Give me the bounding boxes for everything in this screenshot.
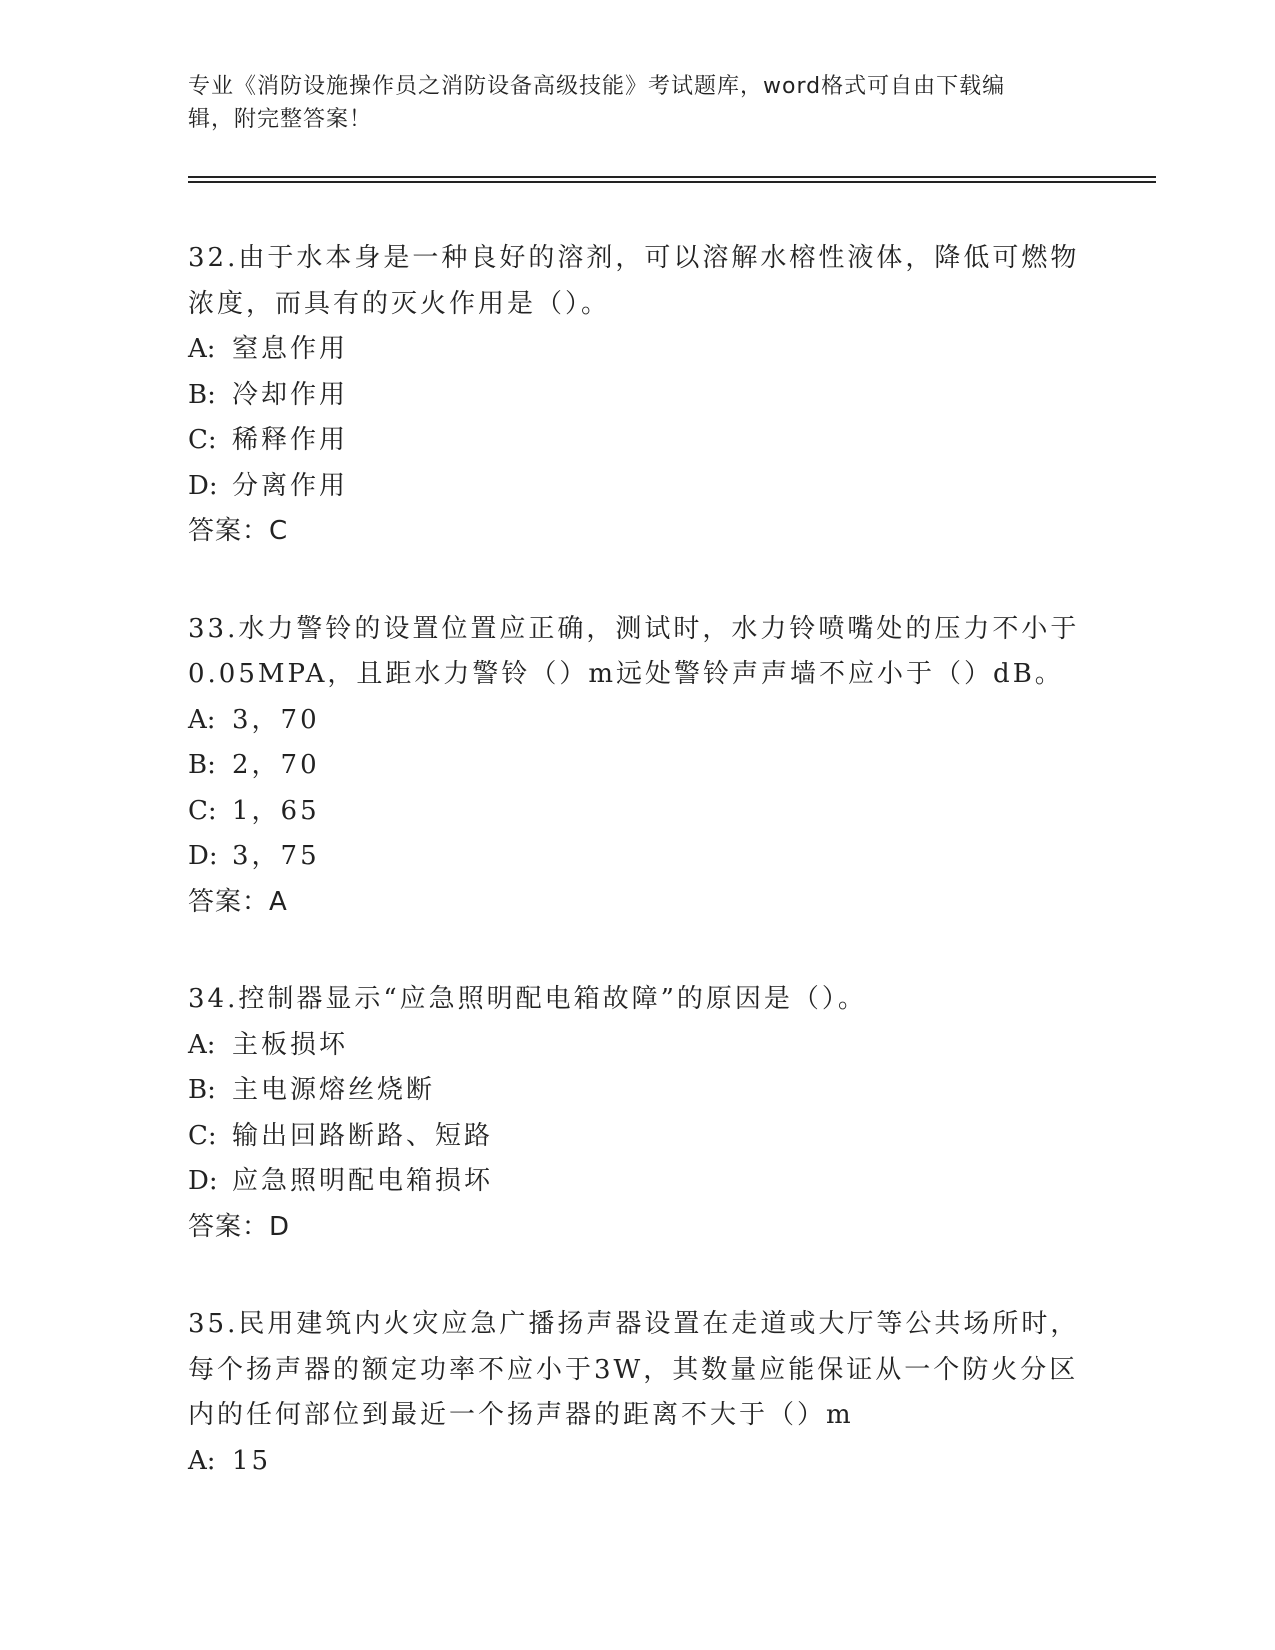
option-text: 应急照明配电箱损坏 <box>232 1166 494 1196</box>
answer-key: 答案：C <box>188 516 289 546</box>
option-letter: A: <box>188 334 216 364</box>
option-letter: D: <box>188 1166 218 1196</box>
option-text: 2，70 <box>232 750 320 780</box>
question-block <box>188 236 1088 555</box>
question-block <box>188 1302 1088 1484</box>
option-letter: B: <box>188 1075 216 1105</box>
answer-option <box>188 1068 1088 1114</box>
answer-option <box>188 418 1088 464</box>
question-stem-line: 内的任何部位到最近一个扬声器的距离不大于（）m <box>188 1400 854 1430</box>
question-block <box>188 977 1088 1250</box>
header-rule-bottom <box>188 181 1156 183</box>
option-letter: C: <box>188 1120 217 1151</box>
answer-option <box>188 1439 1088 1485</box>
option-text: 主电源熔丝烧断 <box>232 1075 436 1105</box>
header-line-2: 辑，附完整答案！ <box>188 107 373 132</box>
option-letter: B: <box>188 750 216 780</box>
question-stem-line: 浓度，而具有的灭火作用是（）。 <box>188 288 611 319</box>
option-text: 3，75 <box>232 841 320 871</box>
option-text: 15 <box>232 1445 272 1476</box>
question-stem-line: 32.由于水本身是一种良好的溶剂，可以溶解水榕性液体，降低可燃物 <box>188 243 1080 273</box>
answer-option <box>188 464 1088 510</box>
option-letter: D: <box>188 470 218 501</box>
question-stem-line: 0.05MPA，且距水力警铃（）m远处警铃声声墙不应小于（）dB。 <box>188 659 1064 689</box>
option-text: 输出回路断路、短路 <box>232 1120 494 1151</box>
option-text: 1，65 <box>232 795 320 826</box>
option-letter: B: <box>188 379 216 410</box>
option-text: 冷却作用 <box>232 379 349 410</box>
option-text: 3，70 <box>232 704 320 735</box>
answer-option <box>188 789 1088 835</box>
option-text: 稀释作用 <box>232 425 349 455</box>
question-stem-line: 34.控制器显示“应急照明配电箱故障”的原因是（）。 <box>188 984 867 1014</box>
option-text: 主板损坏 <box>232 1029 349 1060</box>
answer-key: 答案：A <box>188 886 288 917</box>
option-letter: A: <box>188 704 216 735</box>
option-letter: D: <box>188 841 218 871</box>
question-block <box>188 607 1088 926</box>
answer-option <box>188 1023 1088 1069</box>
answer-option <box>188 1114 1088 1160</box>
option-letter: A: <box>188 1029 216 1060</box>
question-stem-line: 33.水力警铃的设置位置应正确，测试时，水力铃喷嘴处的压力不小于 <box>188 613 1080 644</box>
option-letter: C: <box>188 425 217 455</box>
option-text: 窒息作用 <box>232 334 349 364</box>
question-stem-line: 每个扬声器的额定功率不应小于3W，其数量应能保证从一个防火分区 <box>188 1354 1079 1385</box>
option-letter: A: <box>188 1445 216 1476</box>
answer-option <box>188 743 1088 789</box>
answer-option <box>188 1159 1088 1205</box>
header-line-1: 专业《消防设施操作员之消防设备高级技能》考试题库，word格式可自由下载编 <box>188 74 1006 99</box>
answer-option <box>188 327 1088 373</box>
answer-option <box>188 373 1088 419</box>
answer-option <box>188 834 1088 880</box>
question-stem-line: 35.民用建筑内火灾应急广播扬声器设置在走道或大厅等公共场所时， <box>188 1309 1080 1339</box>
document-header <box>188 70 1068 136</box>
question-list <box>188 236 1088 1536</box>
header-rule-top <box>188 176 1156 178</box>
answer-key: 答案：D <box>188 1211 291 1242</box>
answer-option <box>188 698 1088 744</box>
option-letter: C: <box>188 795 217 826</box>
option-text: 分离作用 <box>232 470 349 501</box>
